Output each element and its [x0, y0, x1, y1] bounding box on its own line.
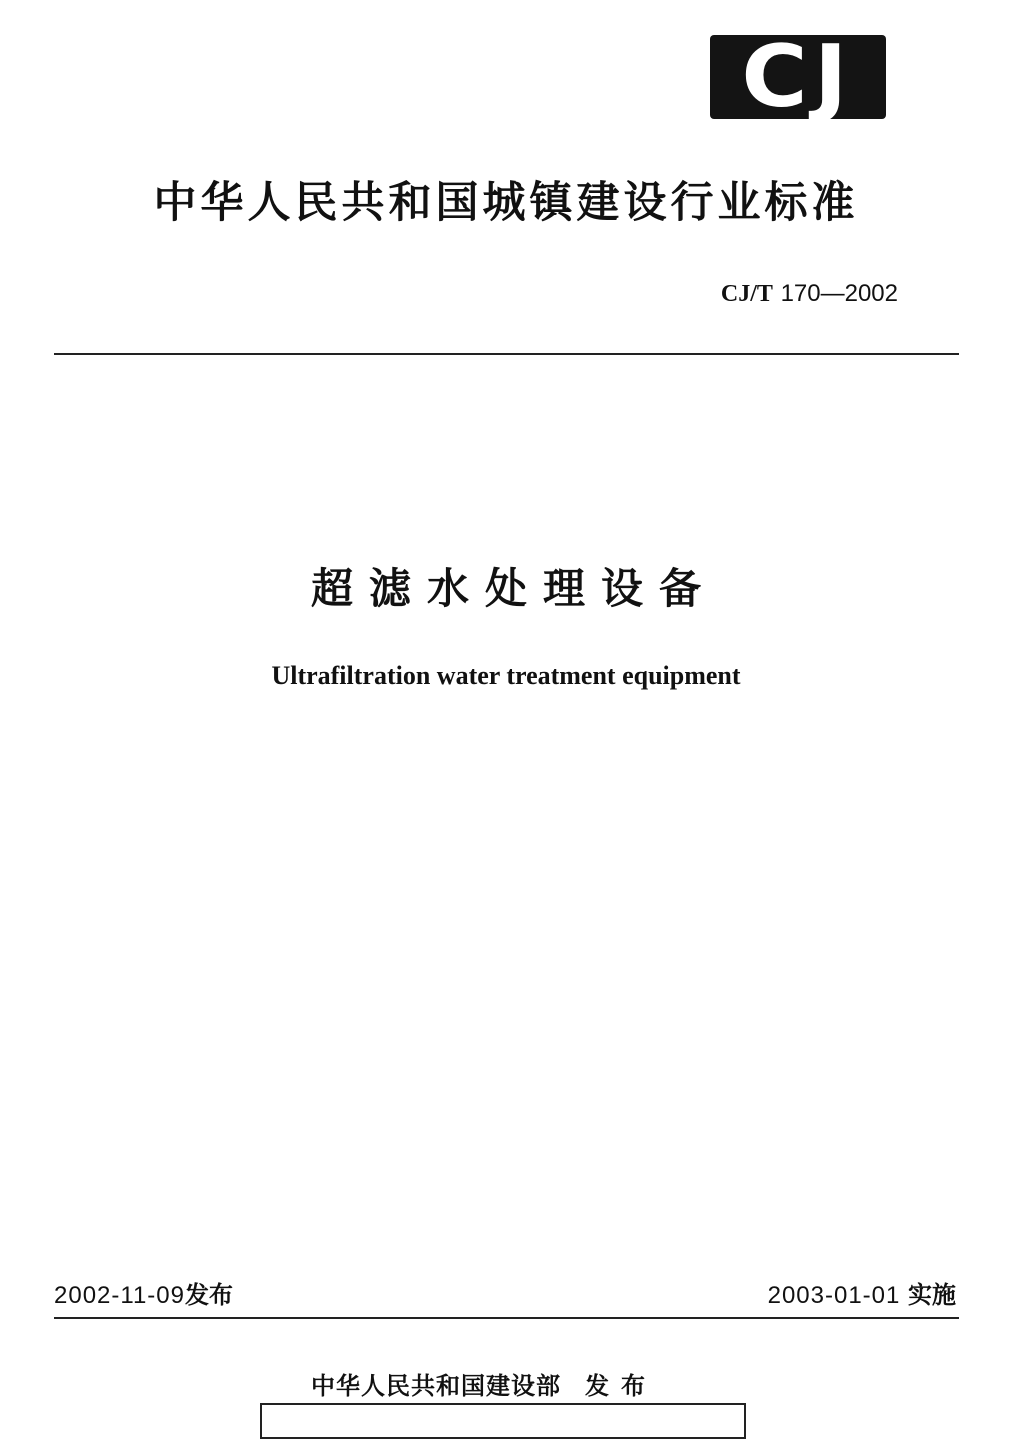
- implement-date: [768, 1281, 956, 1311]
- standard-category-title: 中华人民共和国城镇建设行业标准: [153, 178, 859, 228]
- issue-date: [54, 1281, 233, 1311]
- implement-date-label: 实施: [908, 1281, 956, 1309]
- document-title-en: Ultrafiltration water treatment equipment: [271, 661, 741, 690]
- implement-date-value: 2003-01-01: [767, 1282, 901, 1309]
- publisher: [311, 1372, 657, 1401]
- publisher-name: 中华人民共和国建设部: [311, 1372, 561, 1400]
- publisher-box: [260, 1403, 746, 1439]
- standard-number-code: 170—2002: [780, 280, 898, 307]
- cj-logo-text: CJ: [741, 27, 855, 127]
- publisher-action: 发布: [585, 1372, 657, 1400]
- bottom-divider: [54, 1317, 959, 1319]
- document-title-cn: 超滤水处理设备: [310, 564, 717, 613]
- issue-date-label: 发布: [184, 1281, 233, 1309]
- cj-logo: [710, 27, 886, 127]
- issue-date-value: 2002-11-09: [54, 1282, 185, 1309]
- standard-number: [721, 279, 898, 309]
- top-divider: [54, 353, 959, 355]
- standard-number-prefix: CJ/T: [720, 281, 773, 307]
